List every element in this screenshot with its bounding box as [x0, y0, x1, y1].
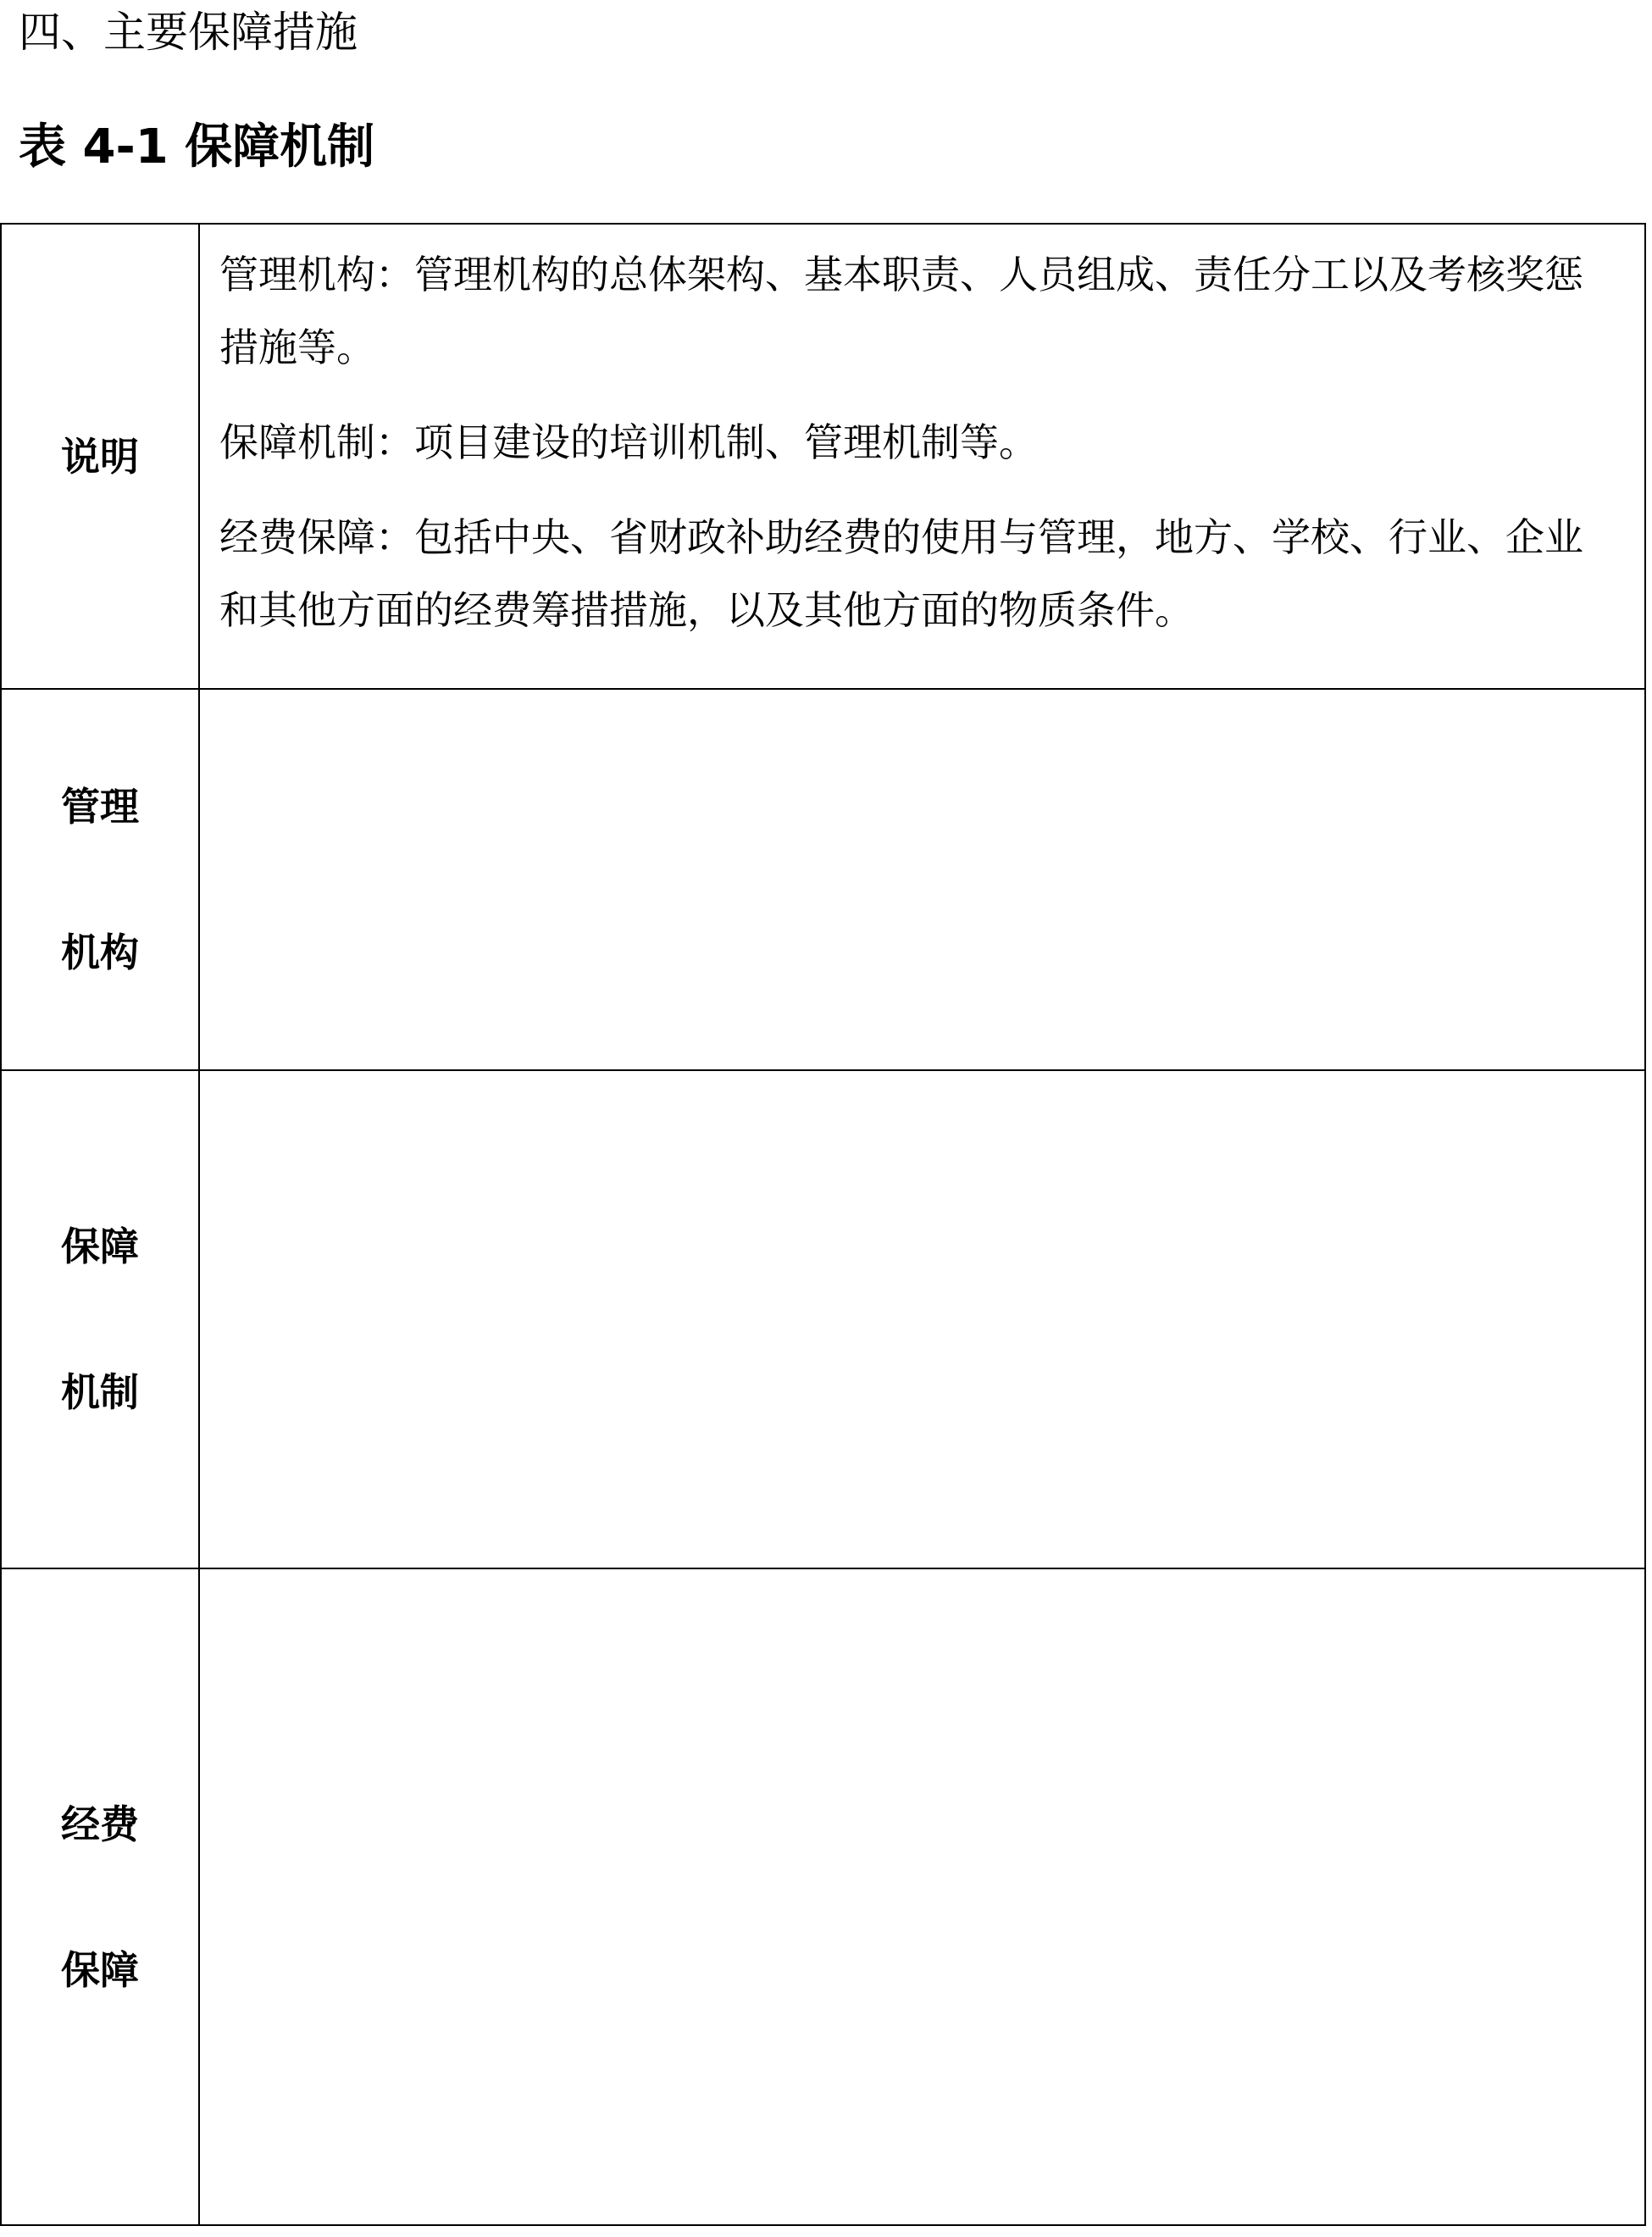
management-org-input-cell[interactable]	[199, 689, 1645, 1070]
table-row-guarantee-mechanism	[1, 1070, 1645, 1568]
table-title: 表 4-1 保障机制	[19, 119, 375, 175]
row-label-line-2: 机制	[61, 1369, 139, 1415]
description-funding-guarantee: 经费保障：包括中央、省财政补助经费的使用与管理，地方、学校、行业、企业和其他方面的经费筹措措施，以及其他方面的物质条件。	[219, 514, 1583, 633]
row-label-management-org	[1, 689, 199, 1070]
row-label-guarantee-mechanism	[1, 1070, 199, 1568]
description-management-org: 管理机构：管理机构的总体架构、基本职责、人员组成、责任分工以及考核奖惩措施等。	[219, 252, 1583, 370]
row-label-line-1: 保障	[61, 1224, 139, 1269]
description-content-cell	[199, 224, 1645, 689]
funding-guarantee-input-cell[interactable]	[199, 1568, 1645, 2225]
guarantee-mechanism-table	[0, 223, 1646, 2226]
table-row-description	[1, 224, 1645, 689]
row-label-line-1: 管理	[61, 784, 139, 830]
table-row-funding-guarantee	[1, 1568, 1645, 2225]
table-row-management-org	[1, 689, 1645, 1070]
row-label-line-2: 机构	[61, 930, 139, 975]
row-label-funding-guarantee	[1, 1568, 199, 2225]
row-label-line-2: 保障	[61, 1946, 139, 1993]
guarantee-mechanism-input-cell[interactable]	[199, 1070, 1645, 1568]
row-label-line-1: 经费	[61, 1801, 139, 1847]
section-heading: 四、主要保障措施	[19, 8, 358, 57]
row-label-description	[1, 224, 199, 689]
row-label-text: 说明	[61, 433, 139, 480]
description-guarantee-mechanism: 保障机制：项目建设的培训机制、管理机制等。	[219, 419, 1038, 465]
